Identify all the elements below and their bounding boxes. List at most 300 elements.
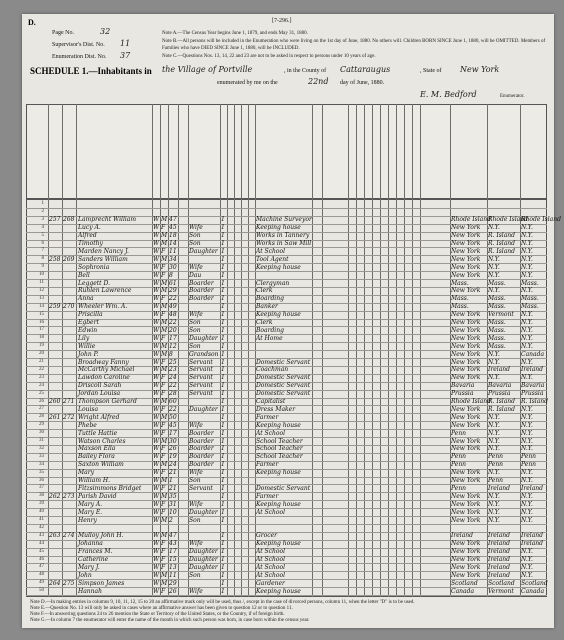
cell-color: W [153, 477, 160, 484]
cell-color: W [153, 366, 160, 374]
row-number: 46 [39, 556, 44, 562]
cell-rel: Son [189, 326, 201, 334]
cell-sex: M [161, 255, 168, 263]
supervisor-value: 11 [120, 39, 131, 48]
cell-color: W [153, 421, 160, 429]
cell-age: 19 [169, 453, 177, 461]
cell-occ: Boarding [256, 326, 284, 334]
cell-name: Timothy [78, 240, 103, 247]
cell-sex: F [161, 508, 166, 516]
cell-name: Willie [78, 342, 96, 350]
state-value: New York [460, 65, 500, 74]
cell-rel: Servant [189, 484, 213, 492]
cell-color: W [153, 587, 160, 595]
cell-rel: Wife [189, 263, 203, 271]
cell-fbirth: N.Y. [488, 437, 500, 445]
cell-mbirth: N.Y. [521, 271, 533, 279]
cell-fbirth: Penn [488, 461, 504, 469]
cell-color: W [153, 247, 160, 255]
sheet-letter: D. [28, 18, 36, 27]
cell-rel: Son [189, 516, 201, 524]
row-number: 44 [39, 540, 44, 546]
cell-birth: Scotland [451, 579, 478, 587]
cell-birth: Mass. [451, 279, 469, 287]
cell-mbirth: N.Y. [521, 319, 533, 326]
cell-birth: New York [451, 224, 481, 232]
cell-occ: Farmer [256, 492, 279, 500]
cell-mbirth: N.Y. [521, 508, 533, 516]
cell-mbirth: Mass. [521, 279, 539, 287]
row-number: 31 [39, 438, 44, 443]
cell-color: W [153, 437, 160, 445]
cell-color: W [153, 461, 160, 469]
cell-birth: New York [451, 469, 481, 477]
cell-birth: New York [451, 374, 481, 382]
cell-single: 1 [221, 516, 225, 524]
cell-sex: M [161, 319, 168, 326]
cell-single: 1 [221, 548, 225, 556]
cell-color: W [153, 532, 160, 540]
cell-sex: M [161, 350, 168, 358]
cell-fam: 272 [63, 413, 75, 421]
cell-age: 50 [169, 413, 177, 421]
cell-fbirth: N.Y. [488, 271, 500, 279]
cell-color: W [153, 287, 160, 295]
cell-single: 1 [221, 255, 225, 263]
cell-color: W [153, 319, 160, 326]
row-number: 3 [41, 216, 44, 222]
cell-single: 1 [221, 271, 225, 279]
cell-rel: Son [189, 232, 201, 240]
cell-single: 1 [221, 398, 225, 405]
cell-name: Lily [78, 334, 90, 342]
cell-age: 45 [169, 224, 177, 232]
cell-age: 26 [169, 587, 177, 595]
cell-birth: New York [451, 271, 481, 279]
cell-fbirth: Scotland [488, 579, 515, 587]
cell-name: Broadway Fanny [78, 358, 129, 366]
cell-sex: M [161, 366, 168, 374]
cell-age: 21 [169, 484, 177, 492]
cell-color: W [153, 413, 160, 421]
cell-single: 1 [221, 563, 225, 571]
cell-birth: New York [451, 477, 481, 484]
cell-name: Jordan Louisa [78, 390, 121, 398]
cell-rel: Boarder [189, 287, 214, 295]
cell-single: 1 [221, 240, 225, 247]
cell-age: 13 [169, 563, 177, 571]
cell-occ: Works in Tannery [256, 232, 310, 240]
cell-mbirth: N.Y. [521, 563, 533, 571]
cell-mbirth: N.Y. [521, 445, 533, 453]
cell-mbirth: Penn [521, 453, 537, 461]
cell-fbirth: Prussia [488, 390, 511, 398]
cell-rel: Servant [189, 374, 213, 382]
cell-age: 22 [169, 295, 177, 303]
cell-single: 1 [221, 247, 225, 255]
cell-age: 24 [169, 374, 177, 382]
cell-age: 49 [169, 303, 177, 311]
cell-sex: M [161, 287, 168, 295]
cell-sex: F [161, 445, 166, 453]
month-label: day of June, 1880. [340, 80, 385, 86]
cell-mbirth: Scotland [521, 579, 548, 587]
cell-occ: Dress Maker [256, 405, 296, 413]
cell-age: 2 [169, 516, 173, 524]
cell-dwell: 262 [49, 492, 61, 500]
cell-fbirth: N.Y. [488, 516, 500, 524]
cell-mbirth: N.Y. [521, 287, 533, 295]
cell-mbirth: N.Y. [521, 437, 533, 445]
cell-age: 30 [169, 263, 177, 271]
row-number: 34 [39, 461, 44, 467]
cell-age: 26 [169, 445, 177, 453]
cell-single: 1 [221, 358, 225, 366]
cell-rel: Boarder [189, 461, 214, 469]
cell-occ: Works in Saw Mill [256, 240, 312, 247]
cell-birth: New York [451, 508, 481, 516]
cell-sex: M [161, 516, 168, 524]
cell-occ: School Teacher [256, 445, 303, 453]
row-number: 33 [39, 453, 44, 459]
census-sheet [22, 14, 561, 628]
cell-rel: Boarder [189, 429, 214, 437]
cell-single: 1 [221, 445, 225, 453]
row-number: 25 [39, 390, 44, 396]
cell-age: 30 [169, 437, 177, 445]
cell-birth: New York [451, 232, 481, 240]
cell-name: Henry [78, 516, 97, 524]
cell-occ: Domestic Servant [256, 374, 311, 382]
note-a: Note A.—The Census Year begins June 1, 1879, and ends May 31, 1880. [162, 31, 308, 36]
cell-occ: Keeping house [256, 469, 301, 477]
cell-color: W [153, 342, 160, 350]
cell-birth: New York [451, 571, 481, 579]
row-number: 30 [39, 430, 44, 436]
enumerator-name: E. M. Bedford [420, 90, 477, 99]
cell-fam: 269 [63, 255, 75, 263]
row-number: 12 [39, 287, 44, 293]
cell-single: 1 [221, 263, 225, 271]
cell-fbirth: Vermont [488, 587, 514, 595]
cell-occ: At Home [256, 334, 283, 342]
cell-dwell: 264 [49, 579, 61, 587]
cell-single: 1 [221, 374, 225, 382]
cell-age: 29 [169, 579, 177, 587]
cell-age: 47 [169, 216, 177, 224]
cell-fbirth: N.Y. [488, 421, 500, 429]
cell-birth: New York [451, 540, 481, 548]
cell-fbirth: N.Y. [488, 255, 500, 263]
cell-birth: New York [451, 548, 481, 556]
row-number: 7 [41, 248, 44, 254]
cell-fbirth: Penn [488, 477, 504, 484]
row-number: 45 [39, 548, 44, 554]
cell-rel: Daughter [189, 247, 218, 255]
cell-occ: Keeping house [256, 311, 301, 319]
cell-fbirth: R. Island [488, 232, 515, 240]
cell-sex: F [161, 390, 166, 398]
cell-mbirth: Ireland [521, 484, 543, 492]
county-value: Cattaraugus [340, 65, 391, 74]
cell-occ: At School [256, 563, 286, 571]
row-number: 1 [41, 201, 44, 206]
cell-occ: Clerk [256, 319, 273, 326]
cell-birth: Canada [451, 587, 475, 595]
cell-single: 1 [221, 492, 225, 500]
cell-color: W [153, 540, 160, 548]
cell-name: Bailey Flora [78, 453, 115, 461]
cell-birth: Mass. [451, 303, 469, 311]
cell-birth: New York [451, 421, 481, 429]
cell-birth: Rhode Island [451, 398, 491, 405]
cell-name: Ruhlen Lawrence [78, 287, 132, 295]
cell-fbirth: N.Y. [488, 492, 500, 500]
cell-occ: Boarding [256, 295, 284, 303]
cell-single: 1 [221, 508, 225, 516]
cell-occ: Domestic Servant [256, 484, 311, 492]
cell-fbirth: N.Y. [488, 500, 500, 508]
footer-note-g: Note G.—In column 7 the enumerator will enter the name of the month in which such person was born, in case born within the census year. [30, 618, 310, 623]
cell-single: 1 [221, 429, 225, 437]
cell-fbirth: N.Y. [488, 263, 500, 271]
cell-mbirth: Mass. [521, 295, 539, 303]
row-number: 2 [41, 208, 44, 214]
cell-occ: Keeping house [256, 500, 301, 508]
cell-single: 1 [221, 405, 225, 413]
row-number: 21 [39, 359, 44, 364]
row-number: 41 [39, 517, 44, 522]
state-label: , State of [420, 68, 442, 74]
cell-single: 1 [221, 477, 225, 484]
cell-single: 1 [221, 469, 225, 477]
cell-birth: New York [451, 563, 481, 571]
cell-rel: Wife [189, 587, 203, 595]
cell-sex: F [161, 484, 166, 492]
cell-mbirth: N.Y. [521, 224, 533, 232]
row-number: 10 [39, 272, 44, 278]
cell-color: W [153, 311, 160, 319]
cell-rel: Daughter [189, 405, 218, 413]
cell-mbirth: N.Y. [521, 374, 533, 382]
cell-mbirth: N.Y. [521, 358, 533, 366]
cell-color: W [153, 579, 160, 587]
cell-sex: F [161, 311, 166, 319]
cell-single: 1 [221, 287, 225, 295]
cell-birth: New York [451, 492, 481, 500]
cell-rel: Servant [189, 358, 213, 366]
cell-color: W [153, 232, 160, 240]
cell-mbirth: Ireland [521, 366, 543, 374]
cell-name: Hannah [78, 587, 102, 595]
row-number: 24 [39, 382, 44, 388]
cell-sex: M [161, 437, 168, 445]
row-number: 42 [39, 524, 44, 530]
cell-sex: F [161, 295, 166, 303]
cell-mbirth: N.Y. [521, 516, 533, 524]
cell-mbirth: N.Y. [521, 571, 533, 579]
cell-name: Parish David [78, 492, 117, 500]
cell-rel: Dau [189, 271, 202, 279]
cell-birth: New York [451, 350, 481, 358]
cell-color: W [153, 224, 160, 232]
cell-sex: M [161, 413, 168, 421]
cell-fbirth: Ireland [488, 556, 510, 563]
row-number: 13 [39, 295, 44, 301]
cell-age: 22 [169, 405, 177, 413]
cell-birth: New York [451, 405, 481, 413]
cell-name: Mary E. [78, 508, 103, 516]
cell-fam: 268 [63, 216, 75, 224]
cell-color: W [153, 271, 160, 279]
cell-color: W [153, 303, 160, 311]
cell-mbirth: R. Island [521, 398, 548, 405]
row-number: 19 [39, 343, 44, 349]
cell-sex: F [161, 358, 166, 366]
cell-name: Driscoll Sarah [78, 382, 122, 390]
cell-birth: New York [451, 342, 481, 350]
row-number: 9 [41, 264, 44, 270]
cell-name: Tuttle Hattie [78, 429, 118, 437]
cell-fbirth: Rhode Island [488, 216, 528, 224]
cell-birth: New York [451, 319, 481, 326]
cell-sex: F [161, 453, 166, 461]
row-number: 49 [39, 580, 44, 586]
cell-birth: Penn [451, 429, 467, 437]
cell-sex: M [161, 532, 168, 540]
cell-color: W [153, 571, 160, 579]
cell-single: 1 [221, 413, 225, 421]
cell-dwell: 261 [49, 413, 61, 421]
column-header-band [26, 104, 547, 199]
cell-single: 1 [221, 437, 225, 445]
enumeration-value: 37 [120, 51, 131, 60]
cell-single: 1 [221, 334, 225, 342]
cell-mbirth: N.Y. [521, 469, 533, 477]
cell-age: 14 [169, 240, 177, 247]
row-number: 50 [39, 588, 44, 594]
cell-age: 25 [169, 358, 177, 366]
cell-sex: F [161, 556, 166, 563]
cell-birth: New York [451, 255, 481, 263]
cell-age: 22 [169, 382, 177, 390]
cell-rel: Boarder [189, 453, 214, 461]
row-number: 36 [39, 477, 44, 483]
row-number: 27 [39, 406, 44, 412]
cell-fbirth: N.Y. [488, 445, 500, 453]
cell-mbirth: N.Y. [521, 334, 533, 342]
cell-mbirth: N.Y. [521, 413, 533, 421]
cell-name: Lucy A. [78, 224, 101, 232]
cell-name: Bell [78, 271, 90, 279]
cell-color: W [153, 390, 160, 398]
row-number: 6 [41, 240, 44, 246]
cell-age: 61 [169, 279, 177, 287]
cell-rel: Boarder [189, 445, 214, 453]
cell-age: 48 [169, 311, 177, 319]
cell-occ: Clergyman [256, 279, 290, 287]
cell-occ: Keeping house [256, 540, 301, 548]
cell-single: 1 [221, 279, 225, 287]
cell-color: W [153, 263, 160, 271]
cell-dwell: 259 [49, 303, 61, 311]
cell-birth: New York [451, 366, 481, 374]
cell-color: W [153, 548, 160, 556]
cell-occ: At School [256, 508, 286, 516]
cell-single: 1 [221, 556, 225, 563]
cell-rel: Wife [189, 469, 203, 477]
cell-fbirth: N.Y. [488, 429, 500, 437]
cell-age: 8 [169, 271, 173, 279]
enumerated-label: enumerated by me on the [217, 80, 278, 86]
cell-mbirth: N.Y. [521, 326, 533, 334]
cell-name: Phebe [78, 421, 97, 429]
cell-age: 11 [169, 247, 177, 255]
enumeration-label: Enumeration Dist. No. [52, 54, 107, 60]
cell-mbirth: N.Y. [521, 421, 533, 429]
row-number: 35 [39, 469, 44, 475]
row-number: 22 [39, 366, 44, 372]
cell-rel: Boarder [189, 437, 214, 445]
cell-rel: Wife [189, 311, 203, 319]
footer-note-d: Note D.—In making entries in columns 9, 10, 11, 12, 15 to 20 an affirmative mark only will be used, thus /, except in the case of divorced persons, column 11, when the letter "D" is to be used. [30, 600, 415, 605]
cell-occ: School Teacher [256, 437, 303, 445]
cell-name: Mary A. [78, 500, 103, 508]
cell-color: W [153, 469, 160, 477]
cell-color: W [153, 453, 160, 461]
page-label: Page No. [52, 30, 74, 36]
cell-birth: New York [451, 556, 481, 563]
cell-fbirth: N.Y. [488, 350, 500, 358]
cell-fbirth: N.Y. [488, 224, 500, 232]
cell-age: 17 [169, 429, 177, 437]
cell-age: 8 [169, 350, 173, 358]
cell-birth: Bavaria [451, 382, 475, 390]
cell-birth: Mass. [451, 295, 469, 303]
cell-age: 45 [169, 421, 177, 429]
cell-age: 15 [169, 556, 177, 563]
row-number: 38 [39, 493, 44, 499]
cell-single: 1 [221, 421, 225, 429]
cell-single: 1 [221, 540, 225, 548]
cell-name: Wheeler Wm. A. [78, 303, 128, 311]
cell-occ: Clerk [256, 287, 273, 295]
cell-sex: M [161, 279, 168, 287]
cell-single: 1 [221, 350, 225, 358]
cell-sex: M [161, 342, 168, 350]
footer-note-e: Note E.—Question No. 13 will only be asked in cases where an affirmative answer has been given to question 12 or to question 11. [30, 606, 293, 611]
cell-fbirth: Bavaria [488, 382, 512, 390]
cell-name: Thompson Gerhard [78, 398, 137, 405]
cell-occ: Farmer [256, 413, 279, 421]
cell-rel: Servant [189, 382, 213, 390]
cell-color: W [153, 382, 160, 390]
cell-name: John [78, 571, 92, 579]
cell-single: 1 [221, 382, 225, 390]
cell-color: W [153, 279, 160, 287]
cell-color: W [153, 508, 160, 516]
cell-color: W [153, 295, 160, 303]
cell-name: Sophronia [78, 263, 110, 271]
cell-color: W [153, 516, 160, 524]
cell-dwell: 260 [49, 398, 61, 405]
row-number: 40 [39, 509, 44, 515]
cell-rel: Boarder [189, 295, 214, 303]
cell-mbirth: Bavaria [521, 382, 545, 390]
cell-occ: Keeping house [256, 263, 301, 271]
cell-name: Lawdon Caroline [78, 374, 130, 382]
cell-fbirth: R. Island [488, 398, 515, 405]
